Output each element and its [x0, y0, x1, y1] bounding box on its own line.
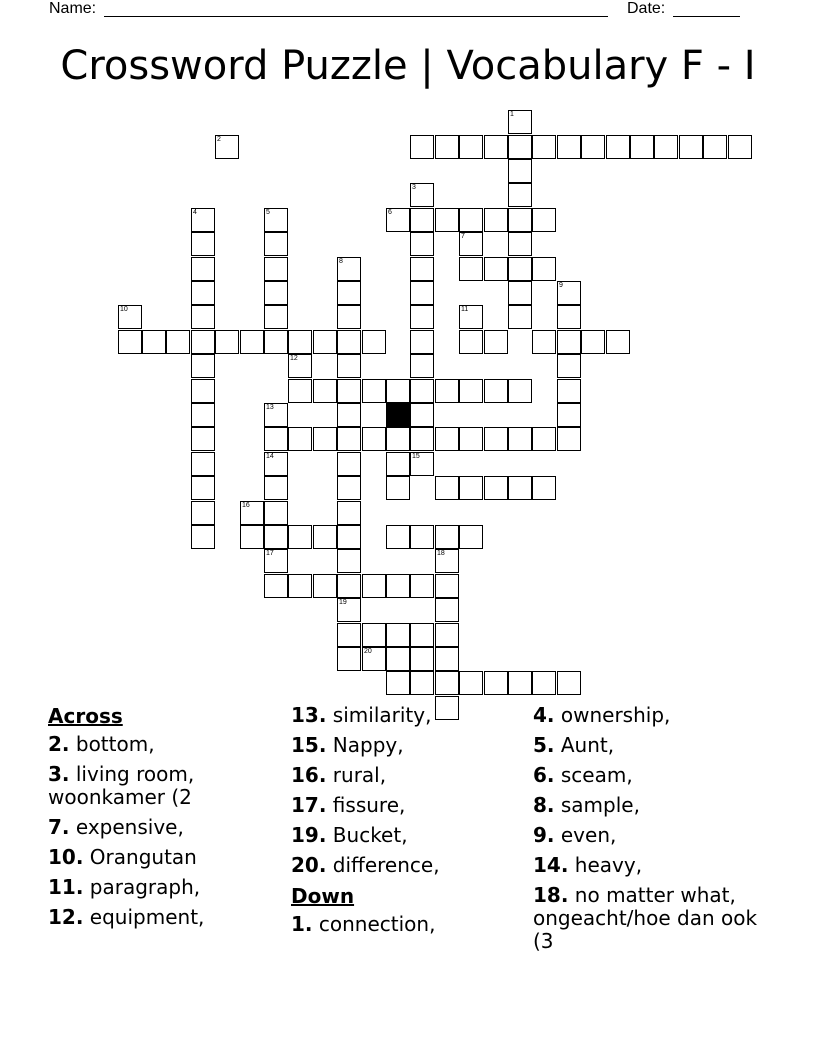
grid-cell[interactable] — [581, 330, 605, 354]
grid-cell[interactable] — [508, 379, 532, 403]
grid-cell[interactable] — [410, 281, 434, 305]
cell-number: 19 — [339, 599, 347, 606]
grid-cell[interactable] — [264, 427, 288, 451]
grid-cell[interactable] — [459, 427, 483, 451]
grid-cell[interactable] — [288, 574, 312, 598]
grid-cell[interactable] — [215, 330, 239, 354]
cell-number: 16 — [242, 502, 250, 509]
grid-cell[interactable] — [459, 476, 483, 500]
cell-number: 9 — [559, 282, 563, 289]
cell-number: 20 — [364, 648, 372, 655]
grid-cell[interactable] — [508, 476, 532, 500]
grid-cell[interactable] — [337, 379, 361, 403]
grid-cell[interactable] — [142, 330, 166, 354]
clue-text: Bucket, — [332, 823, 408, 847]
grid-cell[interactable] — [337, 403, 361, 427]
grid-cell[interactable] — [435, 135, 459, 159]
grid-cell[interactable] — [484, 257, 508, 281]
grid-cell[interactable] — [386, 476, 410, 500]
across-list-1 — [48, 733, 288, 929]
clue-text: connection, — [318, 912, 436, 936]
grid-cell[interactable] — [288, 525, 312, 549]
grid-cell[interactable] — [459, 135, 483, 159]
grid-cell[interactable] — [386, 671, 410, 695]
grid-cell[interactable] — [508, 208, 532, 232]
grid-cell[interactable] — [532, 135, 556, 159]
clue-number: 17. — [291, 793, 327, 817]
grid-cell[interactable] — [435, 525, 459, 549]
clue-down — [533, 764, 773, 787]
grid-cell[interactable] — [484, 476, 508, 500]
clues-column-1 — [48, 704, 288, 936]
clue-number: 6. — [533, 763, 555, 787]
clue-text: bottom, — [75, 732, 155, 756]
grid-cell[interactable] — [679, 135, 703, 159]
grid-cell[interactable] — [435, 671, 459, 695]
across-heading: Across — [48, 704, 123, 728]
grid-cell[interactable] — [484, 671, 508, 695]
clue-text: even, — [560, 823, 617, 847]
grid-cell[interactable] — [337, 525, 361, 549]
grid-cell[interactable] — [557, 135, 581, 159]
grid-cell[interactable] — [313, 379, 337, 403]
cell-number: 13 — [266, 404, 274, 411]
clue-text: paragraph, — [89, 875, 201, 899]
cell-number: 7 — [461, 233, 465, 240]
grid-cell[interactable] — [459, 305, 483, 329]
cell-number: 14 — [266, 453, 274, 460]
grid-cell[interactable] — [337, 330, 361, 354]
grid-cell[interactable] — [313, 574, 337, 598]
grid-cell-blocked — [386, 403, 410, 427]
grid-cell[interactable] — [264, 281, 288, 305]
grid-cell[interactable] — [118, 330, 142, 354]
grid-cell[interactable] — [337, 501, 361, 525]
grid-cell[interactable] — [459, 257, 483, 281]
cell-number: 12 — [290, 355, 298, 362]
clue-number: 14. — [533, 853, 569, 877]
grid-cell[interactable] — [484, 427, 508, 451]
clue-across — [291, 734, 531, 757]
down-heading: Down — [291, 884, 355, 908]
clue-text: no matter what, ongeacht/hoe dan ook (3 — [533, 883, 758, 953]
clue-number: 9. — [533, 823, 555, 847]
cell-number: 1 — [510, 111, 514, 118]
clue-number: 1. — [291, 912, 313, 936]
clue-down — [533, 734, 773, 757]
clue-text: expensive, — [75, 815, 184, 839]
clue-down — [533, 824, 773, 847]
grid-cell[interactable] — [484, 135, 508, 159]
grid-cell[interactable] — [410, 135, 434, 159]
clue-text: equipment, — [89, 905, 205, 929]
grid-cell[interactable] — [435, 427, 459, 451]
cell-number: 10 — [120, 306, 128, 313]
grid-cell[interactable] — [337, 354, 361, 378]
grid-cell[interactable] — [557, 281, 581, 305]
grid-cell[interactable] — [508, 183, 532, 207]
clues-column-3 — [533, 704, 773, 960]
clue-across — [48, 763, 288, 809]
grid-cell[interactable] — [410, 354, 434, 378]
grid-cell[interactable] — [264, 257, 288, 281]
grid-cell[interactable] — [630, 135, 654, 159]
grid-cell[interactable] — [191, 354, 215, 378]
grid-cell[interactable] — [484, 208, 508, 232]
clue-text: heavy, — [574, 853, 643, 877]
grid-cell[interactable] — [435, 549, 459, 573]
grid-cell[interactable] — [240, 501, 264, 525]
grid-cell[interactable] — [508, 110, 532, 134]
grid-cell[interactable] — [191, 232, 215, 256]
grid-cell[interactable] — [191, 476, 215, 500]
clue-text: fissure, — [332, 793, 406, 817]
name-line[interactable] — [104, 16, 608, 17]
grid-cell[interactable] — [166, 330, 190, 354]
page-header — [0, 0, 816, 20]
grid-cell[interactable] — [264, 305, 288, 329]
grid-cell[interactable] — [264, 549, 288, 573]
grid-cell[interactable] — [191, 330, 215, 354]
clue-text: living room, woonkamer (2 — [48, 762, 195, 809]
grid-cell[interactable] — [435, 379, 459, 403]
grid-cell[interactable] — [215, 135, 239, 159]
grid-cell[interactable] — [386, 427, 410, 451]
grid-cell[interactable] — [508, 159, 532, 183]
grid-cell[interactable] — [508, 671, 532, 695]
grid-cell[interactable] — [508, 281, 532, 305]
clue-number: 2. — [48, 732, 70, 756]
clue-across — [291, 794, 531, 817]
grid-cell[interactable] — [557, 427, 581, 451]
grid-cell[interactable] — [362, 427, 386, 451]
grid-cell[interactable] — [435, 623, 459, 647]
grid-cell[interactable] — [410, 183, 434, 207]
grid-cell[interactable] — [191, 257, 215, 281]
grid-cell[interactable] — [508, 135, 532, 159]
date-label: Date: — [627, 0, 666, 17]
grid-cell[interactable] — [264, 452, 288, 476]
clue-number: 12. — [48, 905, 84, 929]
clue-number: 11. — [48, 875, 84, 899]
grid-cell[interactable] — [362, 574, 386, 598]
cell-number: 3 — [412, 184, 416, 191]
grid-cell[interactable] — [337, 549, 361, 573]
grid-cell[interactable] — [313, 330, 337, 354]
grid-cell[interactable] — [703, 135, 727, 159]
clue-across — [291, 764, 531, 787]
clue-number: 13. — [291, 703, 327, 727]
grid-cell[interactable] — [386, 379, 410, 403]
cell-number: 6 — [388, 209, 392, 216]
grid-cell[interactable] — [313, 525, 337, 549]
clue-down — [533, 704, 773, 727]
cell-number: 8 — [339, 258, 343, 265]
grid-cell[interactable] — [508, 427, 532, 451]
clue-number: 4. — [533, 703, 555, 727]
grid-cell[interactable] — [191, 208, 215, 232]
clue-number: 3. — [48, 762, 70, 786]
grid-cell[interactable] — [459, 232, 483, 256]
grid-cell[interactable] — [337, 281, 361, 305]
cell-number: 2 — [217, 136, 221, 143]
grid-cell[interactable] — [410, 330, 434, 354]
grid-cell[interactable] — [362, 623, 386, 647]
grid-cell[interactable] — [532, 476, 556, 500]
clue-across — [48, 906, 288, 929]
cell-number: 17 — [266, 550, 274, 557]
grid-cell[interactable] — [337, 305, 361, 329]
clue-down — [533, 884, 773, 953]
clue-text: ownership, — [560, 703, 671, 727]
grid-cell[interactable] — [435, 208, 459, 232]
grid-cell[interactable] — [410, 574, 434, 598]
grid-cell[interactable] — [728, 135, 752, 159]
grid-cell[interactable] — [337, 598, 361, 622]
grid-cell[interactable] — [362, 330, 386, 354]
grid-cell[interactable] — [410, 427, 434, 451]
grid-cell[interactable] — [410, 525, 434, 549]
grid-cell[interactable] — [606, 135, 630, 159]
grid-cell[interactable] — [410, 623, 434, 647]
grid-cell[interactable] — [459, 671, 483, 695]
grid-cell[interactable] — [435, 476, 459, 500]
grid-cell[interactable] — [459, 330, 483, 354]
grid-cell[interactable] — [484, 379, 508, 403]
clue-down — [533, 854, 773, 877]
grid-cell[interactable] — [191, 501, 215, 525]
clue-number: 18. — [533, 883, 569, 907]
grid-cell[interactable] — [557, 403, 581, 427]
grid-cell[interactable] — [581, 135, 605, 159]
grid-cell[interactable] — [410, 671, 434, 695]
grid-cell[interactable] — [410, 208, 434, 232]
grid-cell[interactable] — [532, 330, 556, 354]
cell-number: 11 — [461, 306, 469, 313]
grid-cell[interactable] — [410, 647, 434, 671]
grid-cell[interactable] — [410, 403, 434, 427]
grid-cell[interactable] — [532, 257, 556, 281]
grid-cell[interactable] — [557, 330, 581, 354]
grid-cell[interactable] — [532, 427, 556, 451]
name-label: Name: — [49, 0, 97, 17]
grid-cell[interactable] — [337, 623, 361, 647]
grid-cell[interactable] — [508, 257, 532, 281]
grid-cell[interactable] — [386, 525, 410, 549]
grid-cell[interactable] — [264, 232, 288, 256]
grid-cell[interactable] — [459, 208, 483, 232]
clue-down — [291, 913, 531, 936]
grid-cell[interactable] — [508, 305, 532, 329]
grid-cell[interactable] — [362, 647, 386, 671]
clue-down — [533, 794, 773, 817]
clue-text: sample, — [560, 793, 640, 817]
clue-text: Aunt, — [560, 733, 615, 757]
grid-cell[interactable] — [386, 574, 410, 598]
grid-cell[interactable] — [191, 281, 215, 305]
grid-cell[interactable] — [484, 330, 508, 354]
grid-cell[interactable] — [264, 403, 288, 427]
grid-cell[interactable] — [532, 671, 556, 695]
date-line[interactable] — [673, 16, 740, 17]
grid-cell[interactable] — [532, 208, 556, 232]
grid-cell[interactable] — [337, 257, 361, 281]
grid-cell[interactable] — [264, 330, 288, 354]
grid-cell[interactable] — [459, 379, 483, 403]
grid-cell[interactable] — [386, 647, 410, 671]
clue-across — [48, 876, 288, 899]
clue-across — [291, 824, 531, 847]
grid-cell[interactable] — [362, 379, 386, 403]
clue-number: 20. — [291, 853, 327, 877]
grid-cell[interactable] — [264, 574, 288, 598]
clue-text: difference, — [332, 853, 440, 877]
grid-cell[interactable] — [410, 257, 434, 281]
grid-cell[interactable] — [557, 671, 581, 695]
grid-cell[interactable] — [386, 208, 410, 232]
grid-cell[interactable] — [337, 452, 361, 476]
grid-cell[interactable] — [435, 598, 459, 622]
grid-cell[interactable] — [459, 525, 483, 549]
grid-cell[interactable] — [435, 574, 459, 598]
grid-cell[interactable] — [557, 354, 581, 378]
cell-number: 4 — [193, 209, 197, 216]
grid-cell[interactable] — [337, 574, 361, 598]
grid-cell[interactable] — [191, 452, 215, 476]
clues-column-2 — [291, 704, 531, 943]
grid-cell[interactable] — [508, 232, 532, 256]
grid-cell[interactable] — [606, 330, 630, 354]
grid-cell[interactable] — [557, 379, 581, 403]
grid-cell[interactable] — [654, 135, 678, 159]
clue-text: sceam, — [560, 763, 633, 787]
grid-cell[interactable] — [435, 647, 459, 671]
clue-number: 5. — [533, 733, 555, 757]
grid-cell[interactable] — [386, 452, 410, 476]
grid-cell[interactable] — [410, 379, 434, 403]
clue-text: rural, — [332, 763, 387, 787]
clue-across — [291, 704, 531, 727]
page-title: Crossword Puzzle | Vocabulary F - I — [60, 43, 756, 89]
grid-cell[interactable] — [288, 330, 312, 354]
grid-cell[interactable] — [337, 647, 361, 671]
grid-cell[interactable] — [118, 305, 142, 329]
grid-cell[interactable] — [264, 525, 288, 549]
grid-cell[interactable] — [264, 476, 288, 500]
grid-cell[interactable] — [386, 623, 410, 647]
grid-cell[interactable] — [410, 452, 434, 476]
clue-across — [291, 854, 531, 877]
clue-number: 7. — [48, 815, 70, 839]
grid-cell[interactable] — [240, 330, 264, 354]
grid-cell[interactable] — [240, 525, 264, 549]
clue-text: Nappy, — [332, 733, 404, 757]
clue-number: 16. — [291, 763, 327, 787]
clue-number: 19. — [291, 823, 327, 847]
clue-across — [48, 846, 288, 869]
grid-cell[interactable] — [337, 476, 361, 500]
grid-cell[interactable] — [191, 305, 215, 329]
grid-cell[interactable] — [557, 305, 581, 329]
grid-cell[interactable] — [191, 525, 215, 549]
clue-number: 10. — [48, 845, 84, 869]
clue-text: similarity, — [332, 703, 432, 727]
grid-cell[interactable] — [191, 403, 215, 427]
clue-number: 15. — [291, 733, 327, 757]
grid-cell[interactable] — [191, 379, 215, 403]
clue-text: Orangutan — [89, 845, 197, 869]
grid-cell[interactable] — [288, 379, 312, 403]
grid-cell[interactable] — [410, 305, 434, 329]
clue-number: 8. — [533, 793, 555, 817]
clue-across — [48, 816, 288, 839]
grid-cell[interactable] — [288, 427, 312, 451]
clue-across — [48, 733, 288, 756]
grid-cell[interactable] — [191, 427, 215, 451]
cell-number: 15 — [412, 453, 420, 460]
grid-cell[interactable] — [313, 427, 337, 451]
grid-cell[interactable] — [337, 427, 361, 451]
grid-cell[interactable] — [264, 208, 288, 232]
cell-number: 5 — [266, 209, 270, 216]
grid-cell[interactable] — [410, 232, 434, 256]
grid-cell[interactable] — [264, 501, 288, 525]
cell-number: 18 — [437, 550, 445, 557]
grid-cell[interactable] — [288, 354, 312, 378]
